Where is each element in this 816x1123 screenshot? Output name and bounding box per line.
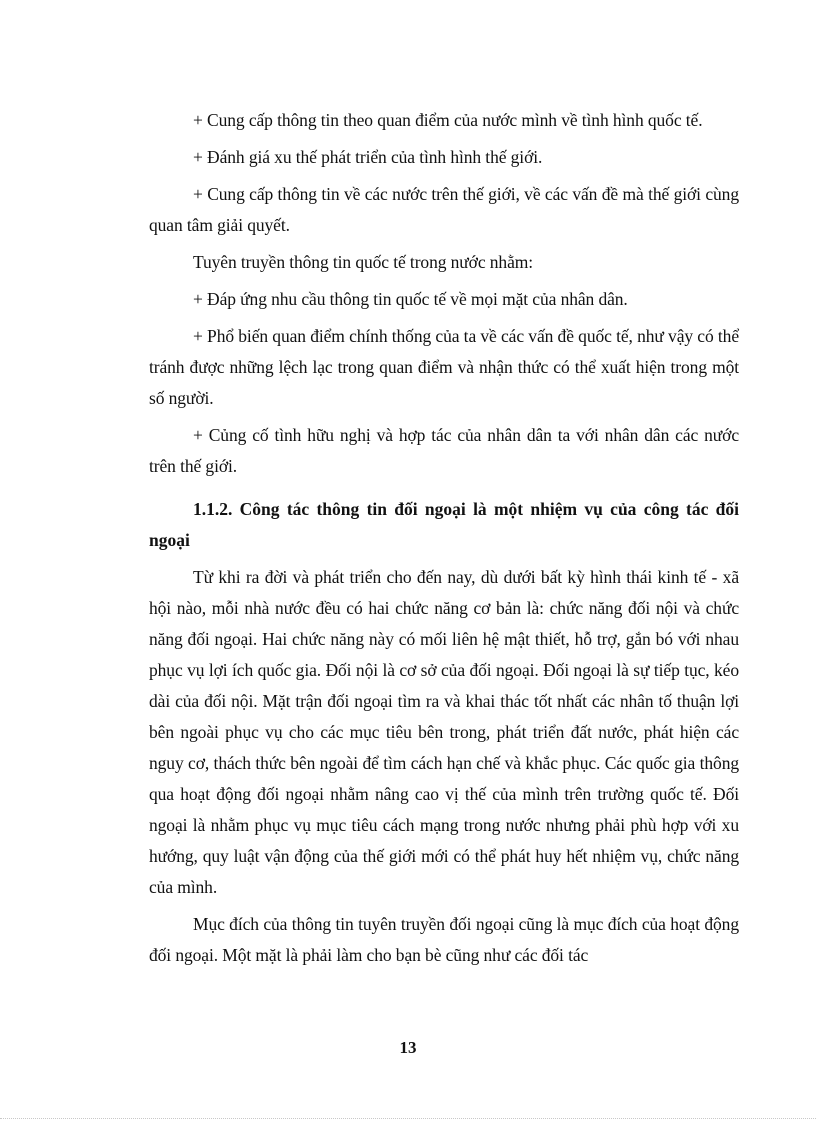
body-paragraph: Mục đích của thông tin tuyên truyền đối ngoại cũng là mục đích của hoạt động đối ngoại. Một mặt là phải làm cho bạn bè cũng như các đối tác xyxy=(149,914,739,965)
body-paragraph: Từ khi ra đời và phát triển cho đến nay, dù dưới bất kỳ hình thái kinh tế - xã hội nào, mỗi nhà nước đều có hai chức năng cơ bản là: chức năng đối nội và chức năng đối ngoại. Hai chức năng này có mối liên hệ mật thiết, hỗ trợ, gắn bó với nhau phục vụ lợi ích quốc gia. Đối nội là cơ sở của đối ngoại. Đối ngoại là sự tiếp tục, kéo dài của đối nội. Mặt trận đối ngoại tìm ra và khai thác tốt nhất các nhân tố thuận lợi bên ngoài phục vụ cho các mục tiêu bên trong, phát triển đất nước, phát hiện các nguy cơ, thách thức bên ngoài để tìm cách hạn chế và khắc phục. Các quốc gia thông qua hoạt động đối ngoại nhằm nâng cao vị thế của mình trên trường quốc tế. Đối ngoại là nhằm phục vụ mục tiêu cách mạng trong nước nhưng phải phù hợp với xu hướng, quy luật vận động của thế giới mới có thể phát huy hết nhiệm vụ, chức năng của mình. xyxy=(149,567,739,897)
bullet-paragraph: + Đánh giá xu thế phát triển của tình hình thế giới. xyxy=(193,147,543,167)
section-heading: 1.1.2. Công tác thông tin đối ngoại là một nhiệm vụ của công tác đối ngoại xyxy=(149,499,739,550)
bullet-paragraph: + Đáp ứng nhu cầu thông tin quốc tế về mọi mặt của nhân dân. xyxy=(193,289,628,309)
body-paragraph: Tuyên truyền thông tin quốc tế trong nước nhằm: xyxy=(193,252,534,272)
page-bottom-divider xyxy=(0,1118,816,1119)
page-number: 13 xyxy=(399,1038,417,1057)
bullet-paragraph: + Cung cấp thông tin theo quan điểm của nước mình về tình hình quốc tế. xyxy=(193,110,703,130)
bullet-paragraph: + Củng cố tình hữu nghị và hợp tác của nhân dân ta với nhân dân các nước trên thế giới. xyxy=(149,425,739,476)
bullet-paragraph: + Phổ biến quan điểm chính thống của ta về các vấn đề quốc tế, như vậy có thể tránh được những lệch lạc trong quan điểm và nhận thức có thể xuất hiện trong một số người. xyxy=(149,326,739,408)
bullet-paragraph: + Cung cấp thông tin về các nước trên thế giới, về các vấn đề mà thế giới cùng quan tâm giải quyết. xyxy=(149,184,739,235)
page-body xyxy=(149,105,739,977)
